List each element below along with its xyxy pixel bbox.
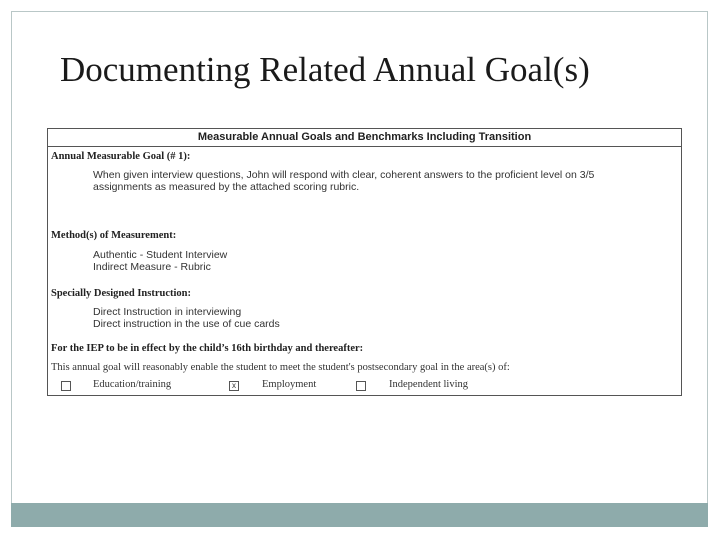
independent-living-checkbox[interactable] bbox=[356, 381, 366, 391]
education-training-checkbox[interactable] bbox=[61, 381, 71, 391]
employment-label: Employment bbox=[262, 379, 317, 390]
slide-title: Documenting Related Annual Goal(s) bbox=[60, 50, 590, 89]
employment-checkbox[interactable]: x bbox=[229, 381, 239, 391]
methods-line-2: Indirect Measure - Rubric bbox=[93, 261, 211, 273]
instruction-line-1: Direct Instruction in interviewing bbox=[93, 306, 242, 318]
footer-bar bbox=[11, 503, 708, 527]
instruction-label: Specially Designed Instruction: bbox=[51, 288, 192, 299]
enable-text: This annual goal will reasonably enable the student to meet the student's postsecondary goal in the area(s) of: bbox=[51, 362, 510, 373]
instruction-line-2: Direct instruction in the use of cue cards bbox=[93, 318, 280, 330]
independent-living-label: Independent living bbox=[389, 379, 469, 390]
methods-line-1: Authentic - Student Interview bbox=[93, 249, 228, 261]
annual-goal-label: Annual Measurable Goal (# 1): bbox=[51, 151, 191, 162]
annual-goal-line-2: assignments as measured by the attached scoring rubric. bbox=[93, 181, 360, 193]
iep-label: For the IEP to be in effect by the child’s 16th birthday and thereafter: bbox=[51, 343, 364, 354]
goal-form bbox=[47, 128, 682, 396]
annual-goal-line-1: When given interview questions, John will respond with clear, coherent answers to the proficient level on 3/5 bbox=[93, 169, 595, 181]
education-training-label: Education/training bbox=[93, 379, 172, 390]
methods-label: Method(s) of Measurement: bbox=[51, 230, 177, 241]
form-header: Measurable Annual Goals and Benchmarks Including Transition bbox=[48, 129, 681, 147]
